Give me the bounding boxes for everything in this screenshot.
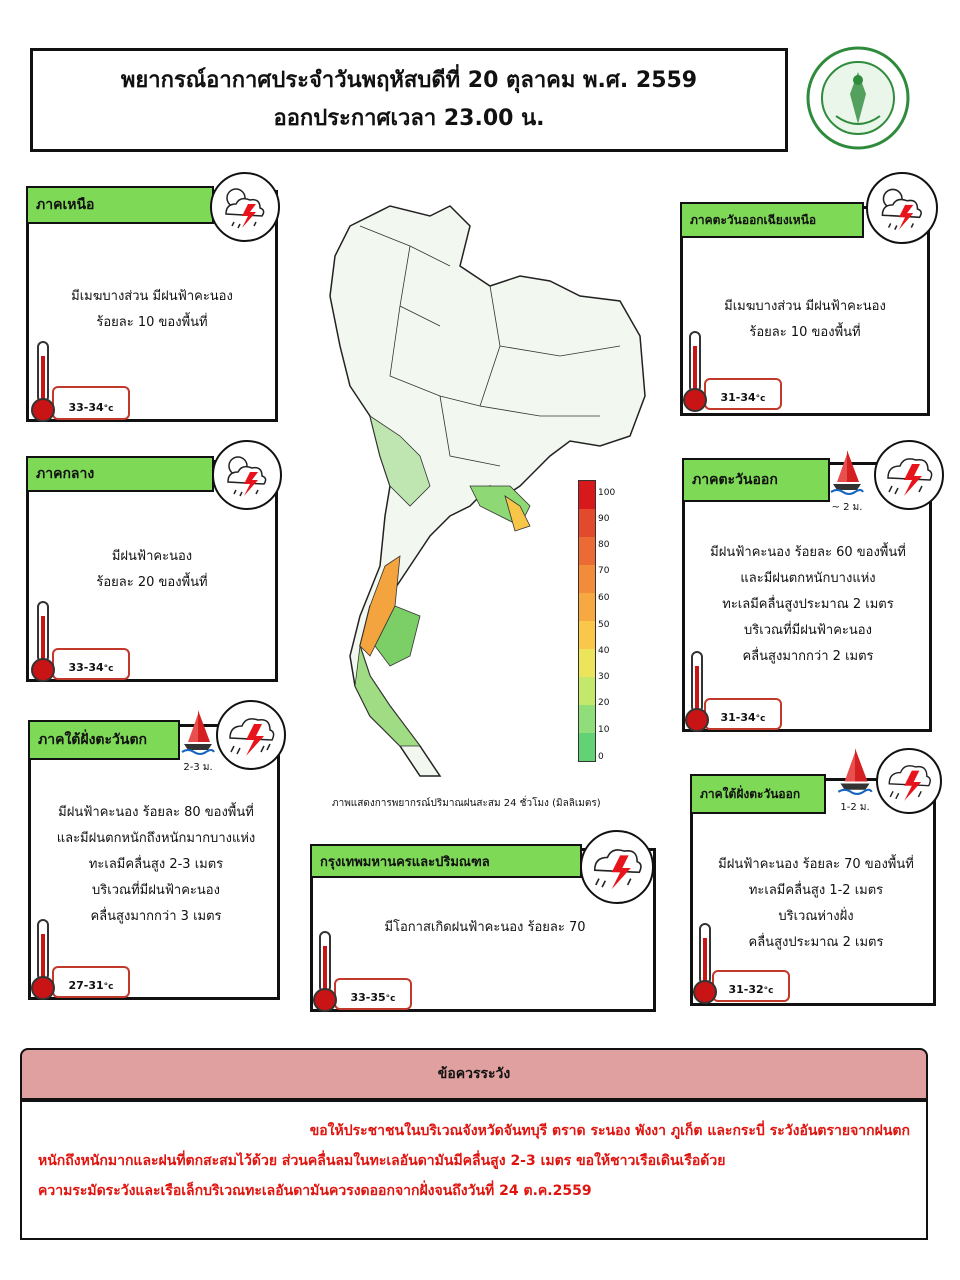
forecast-header [30, 48, 788, 152]
warning-line1: ขอให้ประชาชนในบริเวณจังหวัดจันทบุรี ตราด ระนอง พังงา ภูเก็ต และกระบี่ ระวังอันตรายจากฝนตก [309, 1123, 910, 1139]
region-central-label: ภาคกลาง [26, 456, 214, 492]
legend-label: 90 [598, 514, 610, 524]
warning-body [20, 1100, 928, 1240]
forecast-title: พยากรณ์อากาศประจำวันพฤหัสบดีที่ 20 ตุลาคม พ.ศ. 2559 [120, 68, 698, 93]
temp-north [52, 386, 130, 420]
bangkok-line1: มีโอกาสเกิดฝนฟ้าคะนอง ร้อยละ 70 [384, 920, 586, 935]
wave-height-south-west: 2-3 ม. [183, 762, 213, 773]
temp-unit: °c [103, 664, 114, 674]
region-south-west-text [36, 800, 276, 930]
temp-northeast [704, 378, 782, 410]
temp-unit: °c [103, 982, 114, 992]
legend-swatch [579, 481, 595, 509]
warning-line2: หนักถึงหนักมากและฝนที่ตกสะสมไว้ด้วย ส่วนคลื่นลมในทะเลอันดามันมีคลื่นสูง 2-3 เมตร ขอให้ชาวเรือเดินเรือด้วย [38, 1153, 726, 1169]
legend-swatch [579, 565, 595, 593]
legend-label: 20 [598, 698, 610, 708]
north-line1: มีเมฆบางส่วน มีฝนฟ้าคะนอง [71, 289, 233, 304]
legend-label: 0 [598, 752, 604, 762]
east-line3: ทะเลมีคลื่นสูงประมาณ 2 เมตร [722, 597, 894, 612]
thunderstorm-icon [876, 748, 942, 814]
temp-unit: °c [755, 394, 766, 404]
legend-label: 30 [598, 672, 610, 682]
temp-south-east-value: 31-32 [728, 983, 764, 996]
region-northeast-text [690, 294, 920, 346]
thunderstorm-icon [874, 440, 944, 510]
legend-label: 70 [598, 566, 610, 576]
legend-label: 80 [598, 540, 610, 550]
temp-central [52, 648, 130, 680]
legend-swatch [579, 705, 595, 733]
legend-swatch [579, 649, 595, 677]
temp-unit: °c [385, 994, 396, 1004]
south-east-line2: ทะเลมีคลื่นสูง 1-2 เมตร [748, 883, 884, 898]
thermometer-icon [28, 600, 58, 684]
thermometer-icon [28, 340, 58, 424]
legend-label: 10 [598, 725, 610, 735]
east-line1: มีฝนฟ้าคะนอง ร้อยละ 60 ของพื้นที่ [710, 545, 906, 560]
tmd-logo [806, 46, 910, 150]
south-east-line4: คลื่นสูงประมาณ 2 เมตร [748, 935, 884, 950]
thermometer-icon [690, 922, 720, 1006]
south-east-line3: บริเวณห่างฝั่ง [778, 909, 854, 924]
region-bangkok-text [330, 915, 640, 941]
warning-header: ข้อควรระวัง [20, 1048, 928, 1100]
temp-central-value: 33-34 [68, 661, 104, 674]
thunderstorm-icon [866, 172, 938, 244]
wave-height-east: ~ 2 ม. [831, 502, 863, 513]
region-northeast-label: ภาคตะวันออกเฉียงเหนือ [680, 202, 864, 238]
wave-boat-icon [828, 446, 866, 513]
temp-bangkok-value: 33-35 [350, 991, 386, 1004]
central-line2: ร้อยละ 20 ของพื้นที่ [96, 575, 208, 590]
legend-label: 50 [598, 620, 610, 630]
region-bangkok-label: กรุงเทพมหานครและปริมณฑล [310, 844, 582, 878]
east-line5: คลื่นสูงมากกว่า 2 เมตร [742, 649, 874, 664]
south-west-line2: และมีฝนตกหนักถึงหนักมากบางแห่ง [56, 831, 256, 846]
temp-unit: °c [763, 986, 774, 996]
temp-bangkok [334, 978, 412, 1010]
thunderstorm-icon [580, 830, 654, 904]
region-north-label: ภาคเหนือ [26, 186, 214, 224]
region-east-text [690, 540, 926, 670]
south-west-line3: ทะเลมีคลื่นสูง 2-3 เมตร [88, 857, 224, 872]
map-caption: ภาพแสดงการพยากรณ์ปริมาณฝนสะสม 24 ชั่วโมง (มิลลิเมตร) [332, 798, 601, 809]
central-line1: มีฝนฟ้าคะนอง [111, 549, 193, 564]
northeast-line2: ร้อยละ 10 ของพื้นที่ [749, 325, 861, 340]
legend-swatch [579, 621, 595, 649]
temp-northeast-value: 31-34 [720, 391, 756, 404]
temp-east [704, 698, 782, 730]
temp-south-west-value: 27-31 [68, 979, 104, 992]
rainfall-legend [578, 480, 624, 766]
temp-unit: °c [755, 714, 766, 724]
legend-label: 60 [598, 593, 610, 603]
legend-label: 100 [598, 488, 616, 498]
legend-swatch [579, 593, 595, 621]
temp-south-east [712, 970, 790, 1002]
warning-line3: ความระมัดระวังและเรือเล็กบริเวณทะเลอันดามันควรงดออกจากฝั่งจนถึงวันที่ 24 ต.ค.2559 [38, 1183, 592, 1199]
wave-boat-icon [180, 706, 216, 773]
thunderstorm-icon [212, 440, 282, 510]
south-west-line5: คลื่นสูงมากกว่า 3 เมตร [90, 909, 222, 924]
region-central-text [40, 544, 264, 596]
region-south-west-label: ภาคใต้ฝั่งตะวันตก [28, 720, 180, 760]
south-west-line1: มีฝนฟ้าคะนอง ร้อยละ 80 ของพื้นที่ [58, 805, 254, 820]
region-south-east-label: ภาคใต้ฝั่งตะวันออก [690, 774, 826, 814]
thermometer-icon [680, 330, 710, 414]
north-line2: ร้อยละ 10 ของพื้นที่ [96, 315, 208, 330]
south-west-line4: บริเวณที่มีฝนฟ้าคะนอง [92, 883, 220, 898]
temp-north-value: 33-34 [68, 401, 104, 414]
northeast-line1: มีเมฆบางส่วน มีฝนฟ้าคะนอง [724, 299, 886, 314]
legend-swatch [579, 733, 595, 761]
thermometer-icon [28, 918, 58, 1002]
thunderstorm-icon [210, 172, 280, 242]
east-line2: และมีฝนตกหนักบางแห่ง [740, 571, 876, 586]
temp-east-value: 31-34 [720, 711, 756, 724]
wave-height-south-east: 1-2 ม. [840, 802, 870, 813]
region-east-label: ภาคตะวันออก [682, 458, 830, 502]
legend-swatch [579, 677, 595, 705]
legend-label: 40 [598, 646, 610, 656]
legend-swatch [579, 537, 595, 565]
thermometer-icon [310, 930, 340, 1014]
wave-boat-icon [836, 744, 874, 812]
south-east-line1: มีฝนฟ้าคะนอง ร้อยละ 70 ของพื้นที่ [718, 857, 914, 872]
east-line4: บริเวณที่มีฝนฟ้าคะนอง [744, 623, 872, 638]
region-south-east-text [698, 852, 934, 956]
heavy-rain-icon [216, 700, 286, 770]
temp-unit: °c [103, 404, 114, 414]
region-north-text [40, 284, 264, 336]
thermometer-icon [682, 650, 712, 734]
temp-south-west [52, 966, 130, 998]
legend-swatch [579, 509, 595, 537]
issue-time: ออกประกาศเวลา 23.00 น. [273, 106, 545, 131]
